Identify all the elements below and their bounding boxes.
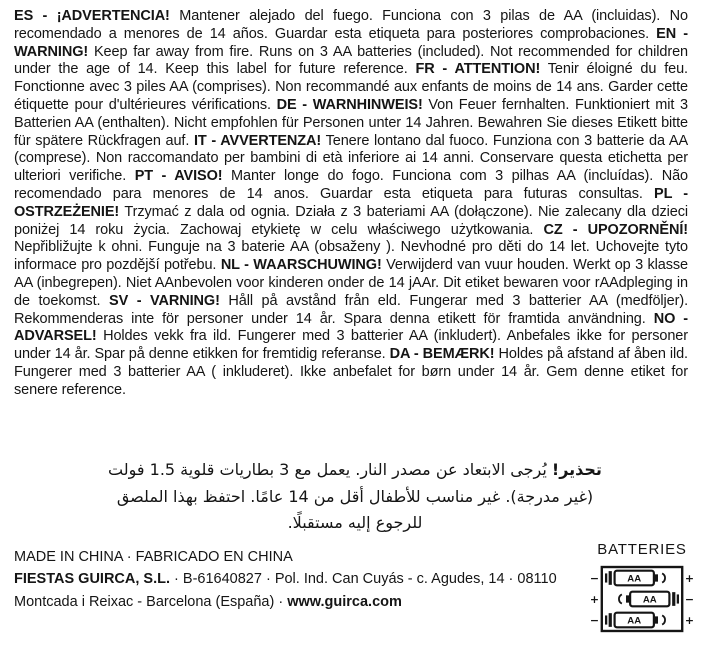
multilingual-warning-text: ES - ¡ADVERTENCIA! Mantener alejado del fuego. Funciona con 3 pilas de AA (incluidas). No recomendado a menores de 14 años. Guardar esta etiqueta para posteriores comprobaciones. EN - WARNING! Keep far away from fire. Runs on 3 AA batteries (included). Not recommended for children under the age of 14. Keep this label for future reference. FR - ATTENTION! Tenir éloigné du feu. Fonctionne avec 3 piles AA (comprises). Non recommandé aux enfants de moins de 14 ans. Garder cette étiquette pour d'ultérieures vérifications. DE - WARNHINWEIS! Von Feuer fernhalten. Funktioniert mit 3 Batterien AA (enthalten). Nicht empfohlen für Personen unter 14 Jahren. Bewahren Sie dieses Etikett bitte für spätere Rückfragen auf. IT - AVVERTENZA! Tenere lontano dal fuoco. Funziona con 3 batterie da AA (comprese). Non raccomandato per bambini di età inferiore ai 14 anni. Conservare questa etichetta per ulteriori verifiche. PT - AVISO! Manter longe do fogo. Funciona com 3 pilhas AA (incluídas). Não recomendado para menores de 14 anos. Guardar esta etiqueta para futuras consultas. PL - OSTRZEŻENIE! Trzymać z dala od ognia. Działa z 3 bateriami AA (dołączone). Nie zalecany dla dzieci poniżej 14 roku życia. Zachowaj etykietę w celu właściwego użytkowania. CZ - UPOZORNĚNÍ! Nepřibližujte k ohni. Funguje na 3 baterie AA (obsaženy ). Nevhodné pro děti do 14 let. Uchovejte tyto informace pro pozdější potřebu. NL - WAARSCHUWING! Verwijderd van vuur houden. Werkt op 3 klasse AA (inbegrepen). Niet AAnbevolen voor kinderen onder de 14 jAAr. Dit etiket bewaren voor rAAdpleging in de toekomst. SV - VARNING! Håll på avstånd från eld. Fungerar med 3 batterier AA (medföljer). Rekommenderas inte för personer under 14 år. Spara denna etikett för framtida användning. NO - ADVARSEL! Holdes vekk fra ild. Fungerer med 3 batterier AA (inkludert). Anbefales ikke for personer under 14 år. Spar på denne etikken for fremtidig referanse. DA - BEMÆRK! Holdes på afstand af åben ild. Fungerer med 3 batterier AA ( inkluderet). Ikke anbefalet for børn under 14 år. Gem denne etiket for senere reference. xyxy=(14,8,689,398)
manufacturer-info xyxy=(14,546,600,613)
svg-text:AA: AA xyxy=(627,573,642,585)
polarity-sign: − xyxy=(589,614,600,628)
battery-aa-icon xyxy=(605,613,665,628)
polarity-sign: + xyxy=(684,572,695,586)
polarity-sign: − xyxy=(684,593,695,607)
polarity-sign: − xyxy=(589,572,600,586)
battery-aa-icon xyxy=(605,571,665,586)
battery-compartment-diagram xyxy=(589,559,695,639)
made-in-line: MADE IN CHINA · FABRICADO EN CHINA xyxy=(14,549,293,565)
svg-text:AA: AA xyxy=(627,615,642,627)
batteries-panel xyxy=(589,541,695,644)
svg-text:AA: AA xyxy=(642,594,657,606)
polarity-sign: + xyxy=(684,614,695,628)
battery-aa-icon xyxy=(619,592,679,607)
batteries-title: BATTERIES xyxy=(597,541,687,558)
polarity-sign: + xyxy=(589,593,600,607)
arabic-warning-text: تحذير! يُرجى الابتعاد عن مصدر النار. يعمل مع 3 بطاريات قلوية 1.5 فولت (غير مدرجة). غير مناسب للأطفال أقل من 14 عامًا. احتفظ بهذا الملصق للرجوع إليه مستقبلًا. xyxy=(108,460,602,532)
company-address-line: FIESTAS GUIRCA, S.L. · B-61640827 · Pol. Ind. Can Cuyás - c. Agudes, 14 · 08110 Montcada i Reixac - Barcelona (España) · www.guirca.com xyxy=(14,571,557,610)
